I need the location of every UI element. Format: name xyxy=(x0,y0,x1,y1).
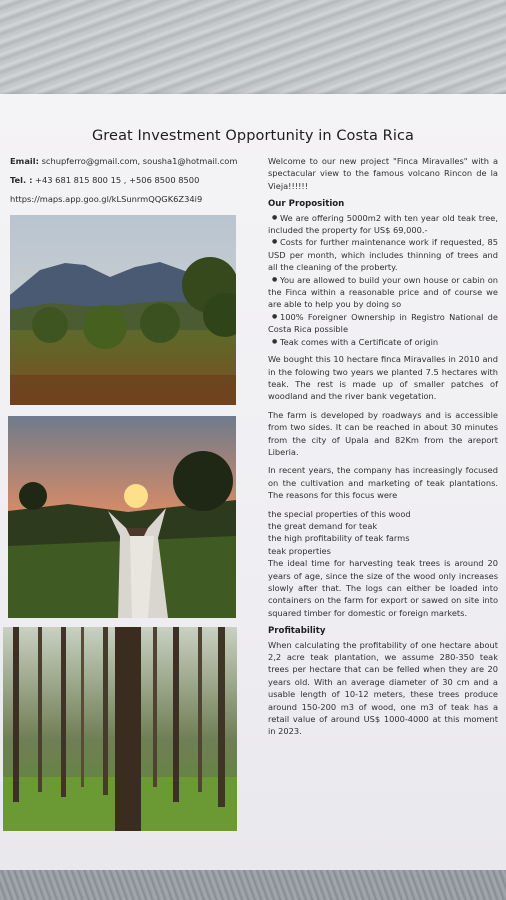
flyer-title: Great Investment Opportunity in Costa Rica xyxy=(91,128,415,144)
access-paragraph: The farm is developed by roadways and is accessible from two sides. It can be reached in about 30 minutes from the city of Upala and 82Km from the areport Liberia. xyxy=(268,409,498,457)
email-value: schupferro@gmail.com, sousha1@hotmail.com xyxy=(41,156,238,166)
proposition-item: ● We are offering 5000m2 with ten year old teak tree, included the property for US$ 69,000.- xyxy=(268,212,498,237)
intro-paragraph: Welcome to our new project "Finca Miravalles" with a spectacular view to the famous volcano Rincon de la Vieja!!!!!! xyxy=(268,156,498,191)
contact-tel xyxy=(10,175,260,185)
contact-email xyxy=(10,156,260,166)
proposition-item: ● Teak comes with a Certificate of origin xyxy=(268,336,498,348)
history-paragraph: We bought this 10 hectare finca Miravalles in 2010 and in the folowing two years we planted 7.5 hectares with teak. The rest is made up of smaller patches of woodland and the river bank vegetation. xyxy=(268,354,498,402)
photo-teak-forest xyxy=(3,627,237,831)
tel-label: Tel. : xyxy=(10,175,33,185)
proposition-item: ● 100% Foreigner Ownership in Registro National de Costa Rica possible xyxy=(268,311,498,336)
reasons-list xyxy=(268,508,498,558)
fabric-background-bottom xyxy=(0,870,506,900)
proposition-item: ● You are allowed to build your own house or cabin on the Finca within a reasonable price and of course we are able to help you by doing so xyxy=(268,274,498,311)
photo-horse-sunset xyxy=(8,416,236,618)
photo-volcano-landscape xyxy=(10,215,236,405)
proposition-item: ● Costs for further maintenance work if requested, 85 USD per month, which includes thinning of trees and all the cleaning of the proberty. xyxy=(268,236,498,273)
reason-item: teak properties xyxy=(268,545,331,556)
focus-paragraph: In recent years, the company has increasingly focused on the cultivation and marketing of teak plantations. The reasons for this focus were xyxy=(268,465,498,501)
tel-value: +43 681 815 800 15 , +506 8500 8500 xyxy=(35,175,200,185)
reason-item: the special properties of this wood xyxy=(268,508,411,519)
proposition-heading: Our Proposition xyxy=(268,199,345,210)
text-column xyxy=(268,155,498,744)
profitability-paragraph: When calculating the profitability of one hectare about 2,2 acre teak plantation, we assume 280-350 teak trees per hectare that can be felled when they are 20 years old. With an average diameter of 30 cm and a usable length of 10-12 meters, these trees produce around 150-200 m3 of wood, one m3 of teak has a retail value of around US$ 1000-4000 at this moment in 2023. xyxy=(268,639,498,737)
harvest-paragraph: The ideal time for harvesting teak trees is around 20 years of age, since the size of the wood only increases slowly after that. The logs can either be loaded into containers on the farm for export or sawed on site into squared timber for domestic or foreign markets. xyxy=(268,558,498,618)
reason-item: the high profitability of teak farms xyxy=(268,533,410,544)
profitability-heading: Profitability xyxy=(268,626,326,637)
email-label: Email: xyxy=(10,156,39,166)
proposition-list xyxy=(268,212,498,348)
map-link[interactable]: https://maps.app.goo.gl/kLSunrmQQGK6Z34i9 xyxy=(10,194,203,204)
fabric-background-top xyxy=(0,0,506,95)
reason-item: the great demand for teak xyxy=(268,520,378,531)
